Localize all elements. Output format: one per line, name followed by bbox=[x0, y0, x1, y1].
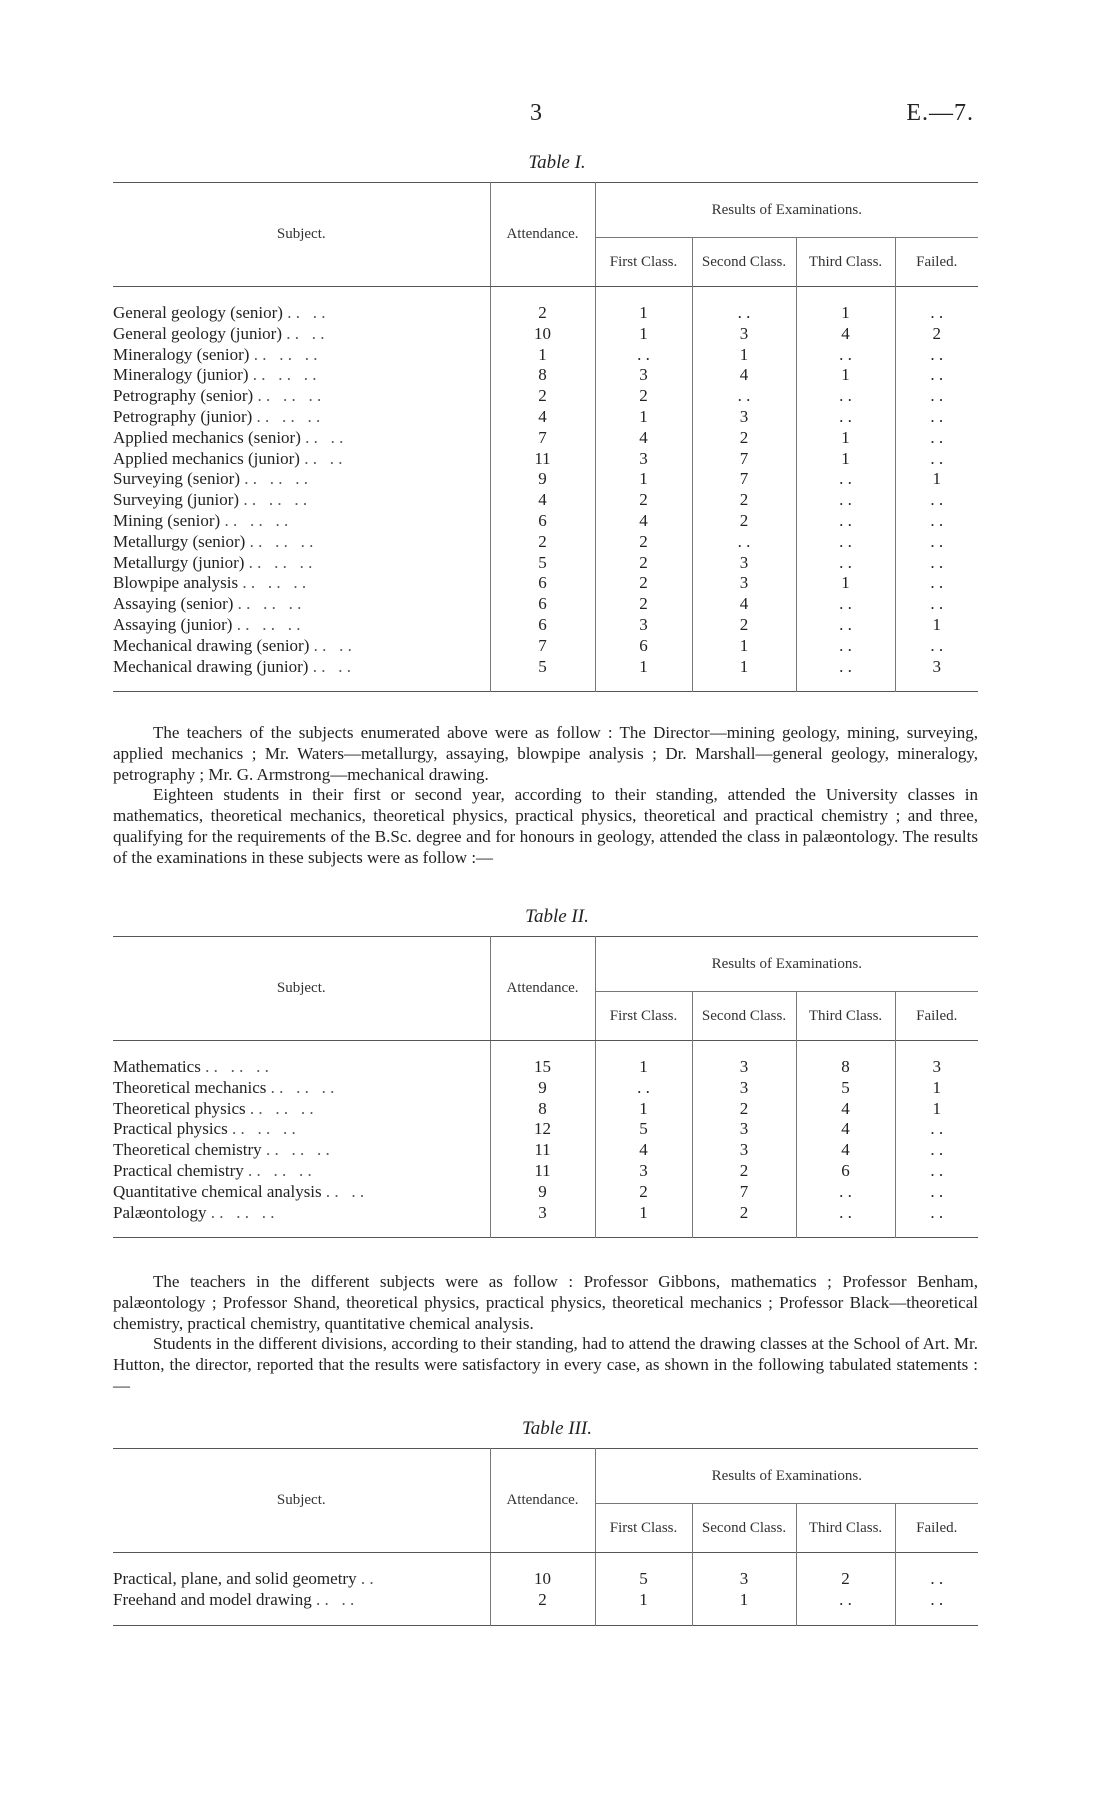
third-cell: 2 bbox=[796, 1569, 895, 1590]
paragraph-2b: Students in the different divisions, according to their standing, had to attend the drawing classes at the School of Art. Mr. Hutton, the director, reported that the results were satisfactory in every case, as shown in the following tabulated statements :— bbox=[113, 1334, 978, 1395]
third-cell: . . bbox=[796, 469, 895, 490]
first-cell: 1 bbox=[595, 469, 692, 490]
leader-dots: . . . . . . bbox=[237, 594, 302, 614]
attendance-cell: 4 bbox=[490, 407, 595, 428]
failed-header: Failed. bbox=[895, 992, 978, 1041]
table-row bbox=[113, 553, 978, 574]
subject-cell bbox=[113, 1057, 490, 1078]
failed-cell: . . bbox=[895, 573, 978, 594]
attendance-cell: 9 bbox=[490, 1078, 595, 1099]
subject-cell bbox=[113, 469, 490, 490]
table-1-caption: Table I. bbox=[528, 152, 586, 173]
first-cell: 2 bbox=[595, 553, 692, 574]
subject-cell bbox=[113, 1119, 490, 1140]
subject-cell bbox=[113, 1569, 490, 1590]
third-cell: . . bbox=[796, 615, 895, 636]
second-class-header: Second Class. bbox=[692, 1504, 796, 1553]
attendance-cell: 9 bbox=[490, 469, 595, 490]
table-row bbox=[113, 469, 978, 490]
attendance-cell: 5 bbox=[490, 553, 595, 574]
leader-dots: . . . . . . bbox=[248, 552, 313, 572]
failed-cell: 1 bbox=[895, 615, 978, 636]
table-row bbox=[113, 532, 978, 553]
first-cell: 2 bbox=[595, 386, 692, 407]
second-cell: 7 bbox=[692, 1182, 796, 1203]
leader-dots: . . . . . . bbox=[210, 1202, 275, 1222]
subject-name: General geology (senior) bbox=[113, 303, 283, 322]
table-row bbox=[113, 657, 978, 678]
subject-name: Petrography (senior) bbox=[113, 386, 254, 406]
failed-cell: 3 bbox=[895, 1057, 978, 1078]
attendance-cell: 6 bbox=[490, 615, 595, 636]
table-row bbox=[113, 1161, 978, 1182]
failed-cell: 1 bbox=[895, 1078, 978, 1099]
subject-name: Assaying (junior) bbox=[113, 614, 233, 634]
second-cell: . . bbox=[692, 532, 796, 553]
third-cell: 4 bbox=[796, 1119, 895, 1140]
second-cell: 2 bbox=[692, 428, 796, 449]
leader-dots: . . . . . . bbox=[248, 1160, 312, 1180]
first-cell: 1 bbox=[595, 303, 692, 324]
first-cell: 3 bbox=[595, 1161, 692, 1182]
subject-name: Practical physics bbox=[113, 1119, 228, 1139]
failed-cell: . . bbox=[895, 365, 978, 386]
first-cell: 2 bbox=[595, 532, 692, 553]
failed-cell: . . bbox=[895, 490, 978, 511]
paragraph-1a: The teachers of the subjects enumerated above were as follow : The Director—mining geology, mining, surveying, applied mechanics ; Mr. Waters—metallurgy, assaying, blowpipe analysis ; Dr. Marshall—general geology, mineralogy, petrography ; Mr. G. Armstrong—mechanical drawing. bbox=[113, 723, 978, 784]
second-cell: . . bbox=[692, 303, 796, 324]
table-row bbox=[113, 345, 978, 366]
table-row bbox=[113, 1119, 978, 1140]
table-2-caption: Table II. bbox=[525, 906, 589, 927]
second-cell: 2 bbox=[692, 490, 796, 511]
second-cell: 4 bbox=[692, 365, 796, 386]
subject-name: Metallurgy (senior) bbox=[113, 531, 246, 551]
table-row bbox=[113, 636, 978, 657]
subject-name: Blowpipe analysis bbox=[113, 573, 239, 593]
attendance-cell: 5 bbox=[490, 657, 595, 678]
paragraph-1 bbox=[113, 723, 978, 869]
attendance-cell: 7 bbox=[490, 636, 595, 657]
failed-cell: . . bbox=[895, 1203, 978, 1224]
subject-cell bbox=[113, 324, 490, 345]
table-row bbox=[113, 303, 978, 324]
first-cell: . . bbox=[595, 1078, 692, 1099]
table-row bbox=[113, 1182, 978, 1203]
third-class-header: Third Class. bbox=[796, 992, 895, 1041]
third-cell: . . bbox=[796, 636, 895, 657]
subject-cell bbox=[113, 428, 490, 449]
leader-dots: . . . . . . bbox=[244, 469, 309, 489]
attendance-cell: 12 bbox=[490, 1119, 595, 1140]
attendance-header: Attendance. bbox=[490, 937, 595, 1041]
first-cell: 2 bbox=[595, 490, 692, 511]
subject-cell bbox=[113, 615, 490, 636]
first-cell: 4 bbox=[595, 511, 692, 532]
attendance-cell: 2 bbox=[490, 386, 595, 407]
subject-name: Mathematics bbox=[113, 1057, 201, 1076]
first-cell: . . bbox=[595, 345, 692, 366]
third-cell: 5 bbox=[796, 1078, 895, 1099]
failed-cell: . . bbox=[895, 1161, 978, 1182]
subject-name: Theoretical mechanics bbox=[113, 1077, 267, 1097]
table-1 bbox=[113, 182, 978, 692]
subject-cell bbox=[113, 345, 490, 366]
table-3-block bbox=[0, 1418, 1114, 1626]
attendance-cell: 7 bbox=[490, 428, 595, 449]
subject-header: Subject. bbox=[113, 183, 490, 287]
subject-name: Practical, plane, and solid geometry bbox=[113, 1569, 357, 1588]
table-row bbox=[113, 1078, 978, 1099]
second-class-header: Second Class. bbox=[692, 992, 796, 1041]
failed-cell: . . bbox=[895, 636, 978, 657]
first-class-header: First Class. bbox=[595, 992, 692, 1041]
subject-name: Mineralogy (junior) bbox=[113, 365, 249, 385]
results-header: Results of Examinations. bbox=[595, 183, 978, 238]
failed-cell: . . bbox=[895, 428, 978, 449]
attendance-cell: 2 bbox=[490, 532, 595, 553]
table-row bbox=[113, 490, 978, 511]
subject-cell bbox=[113, 573, 490, 594]
subject-cell bbox=[113, 511, 490, 532]
third-cell: 1 bbox=[796, 449, 895, 470]
subject-name: Mining (senior) bbox=[113, 510, 221, 530]
attendance-cell: 6 bbox=[490, 594, 595, 615]
attendance-cell: 6 bbox=[490, 511, 595, 532]
third-cell: . . bbox=[796, 1203, 895, 1224]
attendance-cell: 8 bbox=[490, 1099, 595, 1120]
table-3 bbox=[113, 1448, 978, 1626]
first-cell: 5 bbox=[595, 1119, 692, 1140]
leader-dots: . . . . . . bbox=[253, 344, 318, 364]
subject-cell bbox=[113, 532, 490, 553]
second-cell: 3 bbox=[692, 1119, 796, 1140]
first-cell: 3 bbox=[595, 449, 692, 470]
first-class-header: First Class. bbox=[595, 238, 692, 287]
subject-cell bbox=[113, 407, 490, 428]
failed-cell: . . bbox=[895, 511, 978, 532]
subject-name: Quantitative chemical analysis bbox=[113, 1181, 322, 1201]
first-cell: 1 bbox=[595, 657, 692, 678]
subject-cell bbox=[113, 1203, 490, 1224]
page-header bbox=[0, 100, 1114, 130]
subject-name: Practical chemistry bbox=[113, 1160, 244, 1180]
failed-cell: . . bbox=[895, 1182, 978, 1203]
second-cell: 1 bbox=[692, 345, 796, 366]
leader-dots: . . . . bbox=[286, 323, 325, 343]
attendance-cell: 10 bbox=[490, 324, 595, 345]
third-cell: 8 bbox=[796, 1057, 895, 1078]
first-cell: 1 bbox=[595, 324, 692, 345]
leader-dots: . . . . bbox=[313, 635, 352, 655]
failed-cell: . . bbox=[895, 386, 978, 407]
subject-name: Assaying (senior) bbox=[113, 594, 234, 614]
second-cell: 2 bbox=[692, 1161, 796, 1182]
results-header: Results of Examinations. bbox=[595, 937, 978, 992]
second-cell: 7 bbox=[692, 449, 796, 470]
table-row bbox=[113, 428, 978, 449]
failed-header: Failed. bbox=[895, 238, 978, 287]
third-cell: . . bbox=[796, 386, 895, 407]
subject-name: Mechanical drawing (junior) bbox=[113, 656, 309, 676]
leader-dots: . . . . bbox=[305, 427, 344, 447]
leader-dots: . . . . . . bbox=[257, 386, 322, 406]
subject-cell bbox=[113, 553, 490, 574]
subject-cell bbox=[113, 449, 490, 470]
leader-dots: . . . . . . bbox=[205, 1057, 269, 1076]
page-number: 3 bbox=[530, 100, 542, 126]
leader-dots: . . . . . . bbox=[270, 1077, 335, 1097]
failed-cell: . . bbox=[895, 553, 978, 574]
leader-dots: . . . . . . bbox=[249, 531, 314, 551]
subject-cell bbox=[113, 1099, 490, 1120]
failed-cell: . . bbox=[895, 1569, 978, 1590]
failed-cell: . . bbox=[895, 407, 978, 428]
subject-cell bbox=[113, 636, 490, 657]
second-cell: 3 bbox=[692, 1078, 796, 1099]
third-class-header: Third Class. bbox=[796, 238, 895, 287]
third-cell: . . bbox=[796, 1590, 895, 1611]
table-row bbox=[113, 594, 978, 615]
attendance-cell: 6 bbox=[490, 573, 595, 594]
second-cell: 1 bbox=[692, 1590, 796, 1611]
subject-name: Palæontology bbox=[113, 1202, 207, 1222]
failed-cell: . . bbox=[895, 532, 978, 553]
table-row bbox=[113, 407, 978, 428]
attendance-cell: 10 bbox=[490, 1569, 595, 1590]
attendance-cell: 11 bbox=[490, 1140, 595, 1161]
second-cell: 3 bbox=[692, 324, 796, 345]
first-cell: 1 bbox=[595, 407, 692, 428]
leader-dots: . . . . . . bbox=[236, 614, 301, 634]
third-cell: . . bbox=[796, 407, 895, 428]
first-cell: 2 bbox=[595, 594, 692, 615]
table-1-block bbox=[0, 152, 1114, 692]
failed-header: Failed. bbox=[895, 1504, 978, 1553]
first-cell: 3 bbox=[595, 615, 692, 636]
leader-dots: . . . . bbox=[312, 656, 351, 676]
third-cell: . . bbox=[796, 1182, 895, 1203]
table-row bbox=[113, 1140, 978, 1161]
failed-cell: 1 bbox=[895, 1099, 978, 1120]
table-2-block bbox=[0, 906, 1114, 1238]
subject-cell bbox=[113, 1078, 490, 1099]
second-class-header: Second Class. bbox=[692, 238, 796, 287]
attendance-cell: 1 bbox=[490, 345, 595, 366]
first-cell: 3 bbox=[595, 365, 692, 386]
failed-cell: . . bbox=[895, 1590, 978, 1611]
failed-cell: 1 bbox=[895, 469, 978, 490]
attendance-cell: 11 bbox=[490, 1161, 595, 1182]
subject-cell bbox=[113, 303, 490, 324]
leader-dots: . . bbox=[360, 1569, 374, 1588]
paragraph-2a: The teachers in the different subjects were as follow : Professor Gibbons, mathematics ; Professor Benham, palæontology ; Professor Shand, theoretical physics, practical physics, theoretical mechanics ; Professor Black—theoretical chemistry, practical chemistry, quantitative chemical analysis. bbox=[113, 1272, 978, 1333]
failed-cell: . . bbox=[895, 1140, 978, 1161]
first-cell: 1 bbox=[595, 1590, 692, 1611]
subject-name: Mineralogy (senior) bbox=[113, 344, 250, 364]
first-cell: 6 bbox=[595, 636, 692, 657]
subject-cell bbox=[113, 1140, 490, 1161]
second-cell: 3 bbox=[692, 1140, 796, 1161]
third-cell: 4 bbox=[796, 324, 895, 345]
failed-cell: . . bbox=[895, 345, 978, 366]
table-row bbox=[113, 511, 978, 532]
attendance-cell: 9 bbox=[490, 1182, 595, 1203]
table-row bbox=[113, 1099, 978, 1120]
first-cell: 5 bbox=[595, 1569, 692, 1590]
attendance-cell: 15 bbox=[490, 1057, 595, 1078]
failed-cell: . . bbox=[895, 449, 978, 470]
table-row bbox=[113, 1057, 978, 1078]
second-cell: 7 bbox=[692, 469, 796, 490]
leader-dots: . . . . bbox=[287, 303, 326, 322]
results-header: Results of Examinations. bbox=[595, 1449, 978, 1504]
failed-cell: . . bbox=[895, 594, 978, 615]
subject-header: Subject. bbox=[113, 1449, 490, 1553]
subject-cell bbox=[113, 365, 490, 386]
leader-dots: . . . . bbox=[304, 448, 343, 468]
attendance-cell: 3 bbox=[490, 1203, 595, 1224]
paragraph-2 bbox=[113, 1272, 978, 1397]
second-cell: 2 bbox=[692, 1203, 796, 1224]
subject-cell bbox=[113, 490, 490, 511]
attendance-cell: 4 bbox=[490, 490, 595, 511]
second-cell: . . bbox=[692, 386, 796, 407]
second-cell: 3 bbox=[692, 573, 796, 594]
second-cell: 2 bbox=[692, 1099, 796, 1120]
subject-name: Freehand and model drawing bbox=[113, 1589, 312, 1609]
third-cell: 4 bbox=[796, 1140, 895, 1161]
subject-name: Applied mechanics (junior) bbox=[113, 448, 300, 468]
paragraph-1b: Eighteen students in their first or second year, according to their standing, attended the University classes in mathematics, theoretical mechanics, theoretical physics, practical physics, theoretical and practical chemistry ; and three, qualifying for the requirements of the B.Sc. degree and for honours in geology, attended the class in palæontology. The results of the examinations in these subjects were as follow :— bbox=[113, 785, 978, 867]
first-cell: 1 bbox=[595, 1099, 692, 1120]
third-cell: 1 bbox=[796, 573, 895, 594]
table-row bbox=[113, 365, 978, 386]
third-cell: . . bbox=[796, 345, 895, 366]
first-class-header: First Class. bbox=[595, 1504, 692, 1553]
leader-dots: . . . . . . bbox=[249, 1098, 314, 1118]
subject-cell bbox=[113, 386, 490, 407]
leader-dots: . . . . bbox=[316, 1589, 355, 1609]
second-cell: 1 bbox=[692, 657, 796, 678]
third-cell: . . bbox=[796, 511, 895, 532]
third-cell: . . bbox=[796, 594, 895, 615]
third-cell: . . bbox=[796, 657, 895, 678]
first-cell: 1 bbox=[595, 1057, 692, 1078]
second-cell: 3 bbox=[692, 407, 796, 428]
first-cell: 4 bbox=[595, 1140, 692, 1161]
second-cell: 2 bbox=[692, 615, 796, 636]
first-cell: 2 bbox=[595, 573, 692, 594]
second-cell: 3 bbox=[692, 553, 796, 574]
subject-cell bbox=[113, 1161, 490, 1182]
failed-cell: . . bbox=[895, 303, 978, 324]
subject-cell bbox=[113, 657, 490, 678]
leader-dots: . . . . . . bbox=[265, 1140, 330, 1160]
subject-name: Mechanical drawing (senior) bbox=[113, 635, 310, 655]
subject-name: Surveying (junior) bbox=[113, 490, 240, 510]
third-cell: 1 bbox=[796, 428, 895, 449]
subject-name: Theoretical physics bbox=[113, 1098, 246, 1118]
third-cell: 1 bbox=[796, 365, 895, 386]
table-row bbox=[113, 615, 978, 636]
subject-cell bbox=[113, 1182, 490, 1203]
first-cell: 1 bbox=[595, 1203, 692, 1224]
table-row bbox=[113, 1590, 978, 1611]
subject-cell bbox=[113, 594, 490, 615]
subject-name: Surveying (senior) bbox=[113, 469, 241, 489]
second-cell: 2 bbox=[692, 511, 796, 532]
third-cell: . . bbox=[796, 490, 895, 511]
leader-dots: . . . . . . bbox=[256, 406, 321, 426]
failed-cell: . . bbox=[895, 1119, 978, 1140]
second-cell: 4 bbox=[692, 594, 796, 615]
first-cell: 4 bbox=[595, 428, 692, 449]
leader-dots: . . . . bbox=[325, 1181, 365, 1201]
failed-cell: 2 bbox=[895, 324, 978, 345]
subject-cell bbox=[113, 1590, 490, 1611]
attendance-header: Attendance. bbox=[490, 1449, 595, 1553]
subject-name: Theoretical chemistry bbox=[113, 1140, 262, 1160]
first-cell: 2 bbox=[595, 1182, 692, 1203]
attendance-cell: 2 bbox=[490, 1590, 595, 1611]
third-class-header: Third Class. bbox=[796, 1504, 895, 1553]
subject-name: Metallurgy (junior) bbox=[113, 552, 245, 572]
leader-dots: . . . . . . bbox=[224, 510, 289, 530]
third-cell: . . bbox=[796, 532, 895, 553]
subject-header: Subject. bbox=[113, 937, 490, 1041]
leader-dots: . . . . . . bbox=[231, 1119, 296, 1139]
leader-dots: . . . . . . bbox=[252, 365, 317, 385]
second-cell: 3 bbox=[692, 1569, 796, 1590]
table-row bbox=[113, 324, 978, 345]
attendance-header: Attendance. bbox=[490, 183, 595, 287]
subject-name: Petrography (junior) bbox=[113, 406, 253, 426]
document-code: E.—7. bbox=[906, 100, 974, 126]
third-cell: 1 bbox=[796, 303, 895, 324]
subject-name: General geology (junior) bbox=[113, 323, 282, 343]
table-row bbox=[113, 573, 978, 594]
second-cell: 3 bbox=[692, 1057, 796, 1078]
table-row bbox=[113, 386, 978, 407]
third-cell: 4 bbox=[796, 1099, 895, 1120]
table-row bbox=[113, 1203, 978, 1224]
attendance-cell: 2 bbox=[490, 303, 595, 324]
attendance-cell: 11 bbox=[490, 449, 595, 470]
table-3-caption: Table III. bbox=[521, 1418, 593, 1439]
attendance-cell: 8 bbox=[490, 365, 595, 386]
table-row bbox=[113, 1569, 978, 1590]
third-cell: . . bbox=[796, 553, 895, 574]
leader-dots: . . . . . . bbox=[242, 573, 307, 593]
second-cell: 1 bbox=[692, 636, 796, 657]
table-2 bbox=[113, 936, 978, 1238]
failed-cell: 3 bbox=[895, 657, 978, 678]
third-cell: 6 bbox=[796, 1161, 895, 1182]
leader-dots: . . . . . . bbox=[243, 490, 308, 510]
table-row bbox=[113, 449, 978, 470]
subject-name: Applied mechanics (senior) bbox=[113, 427, 301, 447]
